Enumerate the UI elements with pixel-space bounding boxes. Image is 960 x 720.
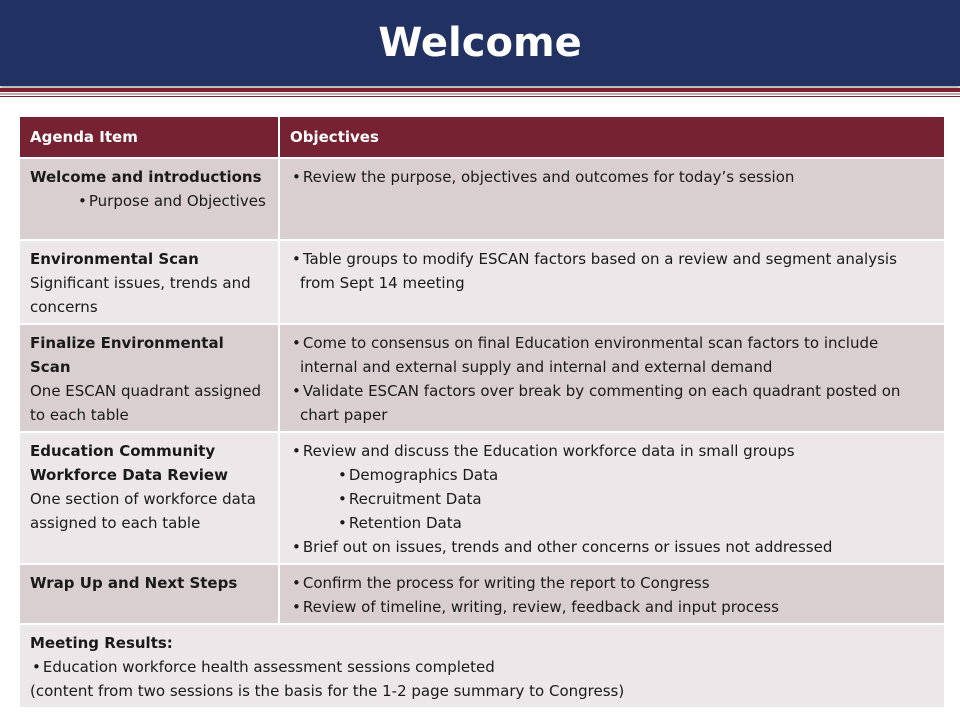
table-row — [20, 240, 945, 324]
objective-sub-bullet: • Demographics Data — [290, 463, 934, 487]
table-row — [20, 324, 945, 432]
agenda-item-title: Finalize Environmental Scan — [30, 334, 224, 376]
column-header: Objectives — [279, 117, 945, 158]
objectives-cell — [279, 564, 945, 624]
meeting-results-note: (content from two sessions is the basis for the 1-2 page summary to Congress) — [30, 682, 625, 700]
agenda-item-title: Welcome and introductions — [30, 168, 262, 186]
slide-title: Welcome — [378, 20, 582, 66]
agenda-item-cell — [20, 432, 279, 564]
agenda-item-text: Significant issues, trends and concerns — [30, 274, 251, 316]
agenda-item-text: One ESCAN quadrant assigned to each table — [30, 382, 262, 424]
objective-bullet: • Validate ESCAN factors over break by commenting on each quadrant posted on chart paper — [290, 379, 934, 427]
agenda-item-title: Wrap Up and Next Steps — [30, 574, 238, 592]
objective-bullet: • Review the purpose, objectives and outcomes for today’s session — [290, 165, 934, 189]
divider-stripe — [0, 88, 960, 92]
objectives-cell — [279, 432, 945, 564]
agenda-item-title: Education Community Workforce Data Review — [30, 442, 228, 484]
objectives-cell — [279, 158, 945, 240]
objective-bullet: • Review and discuss the Education workforce data in small groups — [290, 439, 934, 463]
objective-bullet: • Brief out on issues, trends and other concerns or issues not addressed — [290, 535, 934, 559]
table-row — [20, 624, 945, 708]
objective-bullet: • Confirm the process for writing the report to Congress — [290, 571, 934, 595]
table-header-row — [20, 117, 945, 158]
meeting-results-title: Meeting Results: — [30, 634, 173, 652]
agenda-item-text: One section of workforce data assigned to each table — [30, 490, 256, 532]
agenda-item-title: Environmental Scan — [30, 250, 199, 268]
agenda-table — [20, 117, 946, 709]
agenda-item-cell — [20, 158, 279, 240]
objective-sub-bullet: • Recruitment Data — [290, 487, 934, 511]
objective-bullet: • Come to consensus on final Education environmental scan factors to include internal and external supply and internal and external demand — [290, 331, 934, 379]
agenda-item-cell — [20, 324, 279, 432]
objective-sub-bullet: • Retention Data — [290, 511, 934, 535]
table-row — [20, 564, 945, 624]
table-row — [20, 158, 945, 240]
agenda-item-bullet: • Purpose and Objectives — [30, 189, 268, 213]
title-bar — [0, 0, 960, 86]
agenda-item-cell — [20, 240, 279, 324]
divider-stripe — [0, 96, 960, 97]
divider-stripe — [0, 93, 960, 95]
table-row — [20, 432, 945, 564]
column-header: Agenda Item — [20, 117, 279, 158]
meeting-results-bullet: • Education workforce health assessment sessions completed — [30, 655, 934, 679]
objectives-cell — [279, 240, 945, 324]
meeting-results-cell — [20, 624, 945, 708]
agenda-item-cell — [20, 564, 279, 624]
objectives-cell — [279, 324, 945, 432]
objective-bullet: • Table groups to modify ESCAN factors based on a review and segment analysis from Sept 14 meeting — [290, 247, 934, 295]
objective-bullet: • Review of timeline, writing, review, feedback and input process — [290, 595, 934, 619]
